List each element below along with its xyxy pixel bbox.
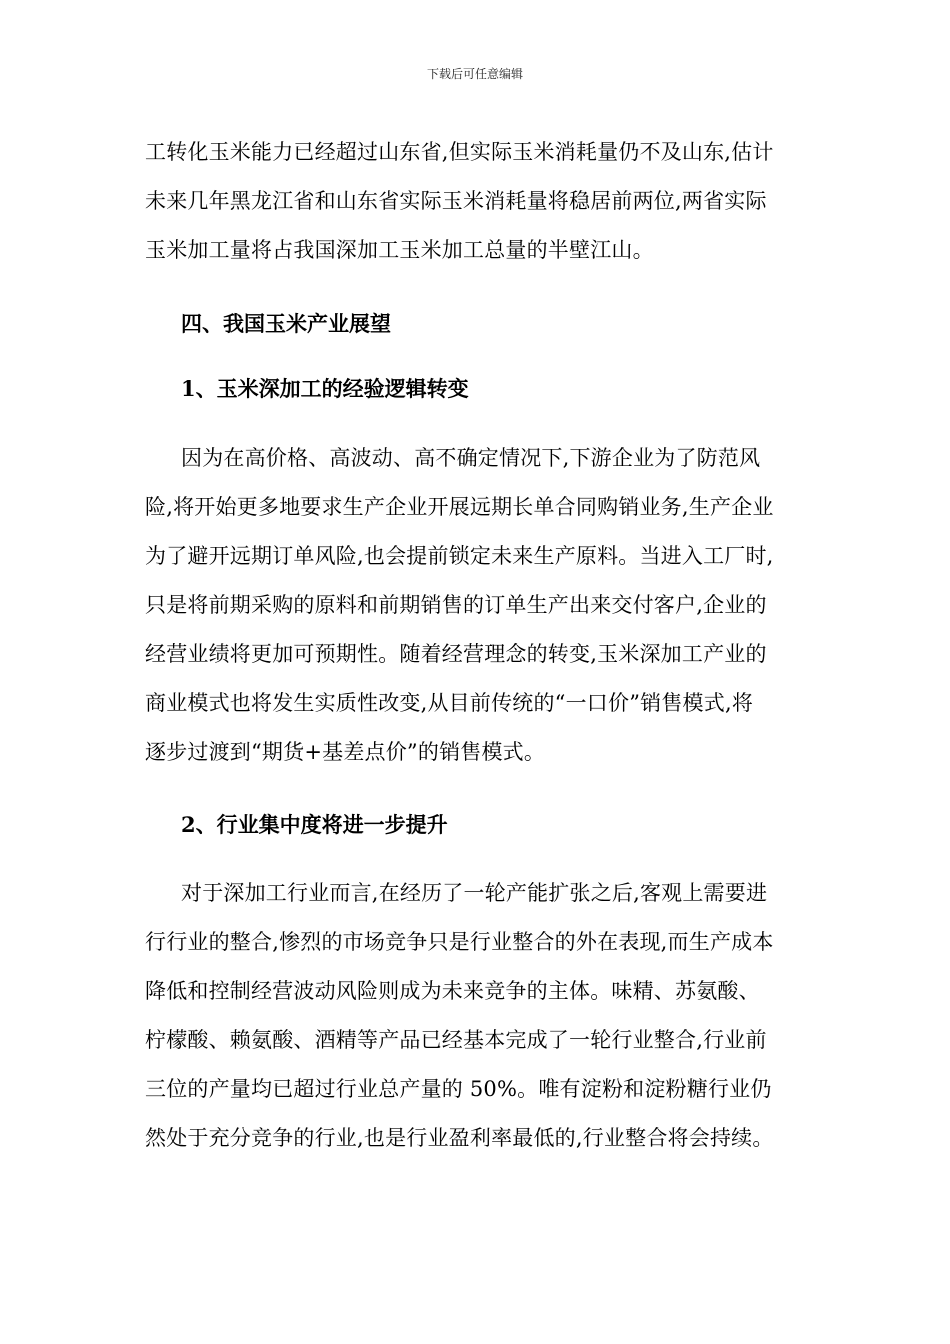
para3-line-1: 对于深加工行业而言,在经历了一轮产能扩张之后,客观上需要进: [181, 881, 768, 905]
para3-line-2: 行行业的整合,惨烈的市场竞争只是行业整合的外在表现,而生产成本: [145, 930, 774, 954]
subsection-2-heading: 2、行业集中度将进一步提升: [181, 812, 448, 837]
para1-line-2: 未来几年黑龙江省和山东省实际玉米消耗量将稳居前两位,两省实际: [145, 189, 767, 213]
para1-line-1: 工转化玉米能力已经超过山东省,但实际玉米消耗量仍不及山东,估计: [145, 140, 774, 164]
para1-line-3: 玉米加工量将占我国深加工玉米加工总量的半壁江山。: [145, 238, 654, 262]
para3-line-3: 降低和控制经营波动风险则成为未来竞争的主体。味精、苏氨酸、: [145, 979, 760, 1003]
para2-line-2: 险,将开始更多地要求生产企业开展远期长单合同购销业务,生产企业: [145, 495, 774, 519]
section-4-heading: 四、我国玉米产业展望: [181, 311, 391, 336]
para2-line-3: 为了避开远期订单风险,也会提前锁定未来生产原料。当进入工厂时,: [145, 544, 774, 568]
para2-line-5: 经营业绩将更加可预期性。随着经营理念的转变,玉米深加工产业的: [145, 642, 767, 666]
para2-line-6: 商业模式也将发生实质性改变,从目前传统的“一口价”销售模式,将: [145, 691, 754, 715]
para2-line-4: 只是将前期采购的原料和前期销售的订单生产出来交付客户,企业的: [145, 593, 767, 617]
para3-line-5: 三位的产量均已超过行业总产量的 50%。唯有淀粉和淀粉糖行业仍: [145, 1077, 772, 1101]
para2-line-7: 逐步过渡到“期货+基差点价”的销售模式。: [145, 740, 546, 764]
para3-line-4: 柠檬酸、赖氨酸、酒精等产品已经基本完成了一轮行业整合,行业前: [145, 1028, 767, 1052]
subsection-1-heading: 1、玉米深加工的经验逻辑转变: [181, 376, 469, 401]
para2-line-1: 因为在高价格、高波动、高不确定情况下,下游企业为了防范风: [181, 446, 761, 470]
para3-line-6: 然处于充分竞争的行业,也是行业盈利率最低的,行业整合将会持续。: [145, 1126, 774, 1150]
page-header: 下载后可任意编辑: [426, 67, 523, 81]
